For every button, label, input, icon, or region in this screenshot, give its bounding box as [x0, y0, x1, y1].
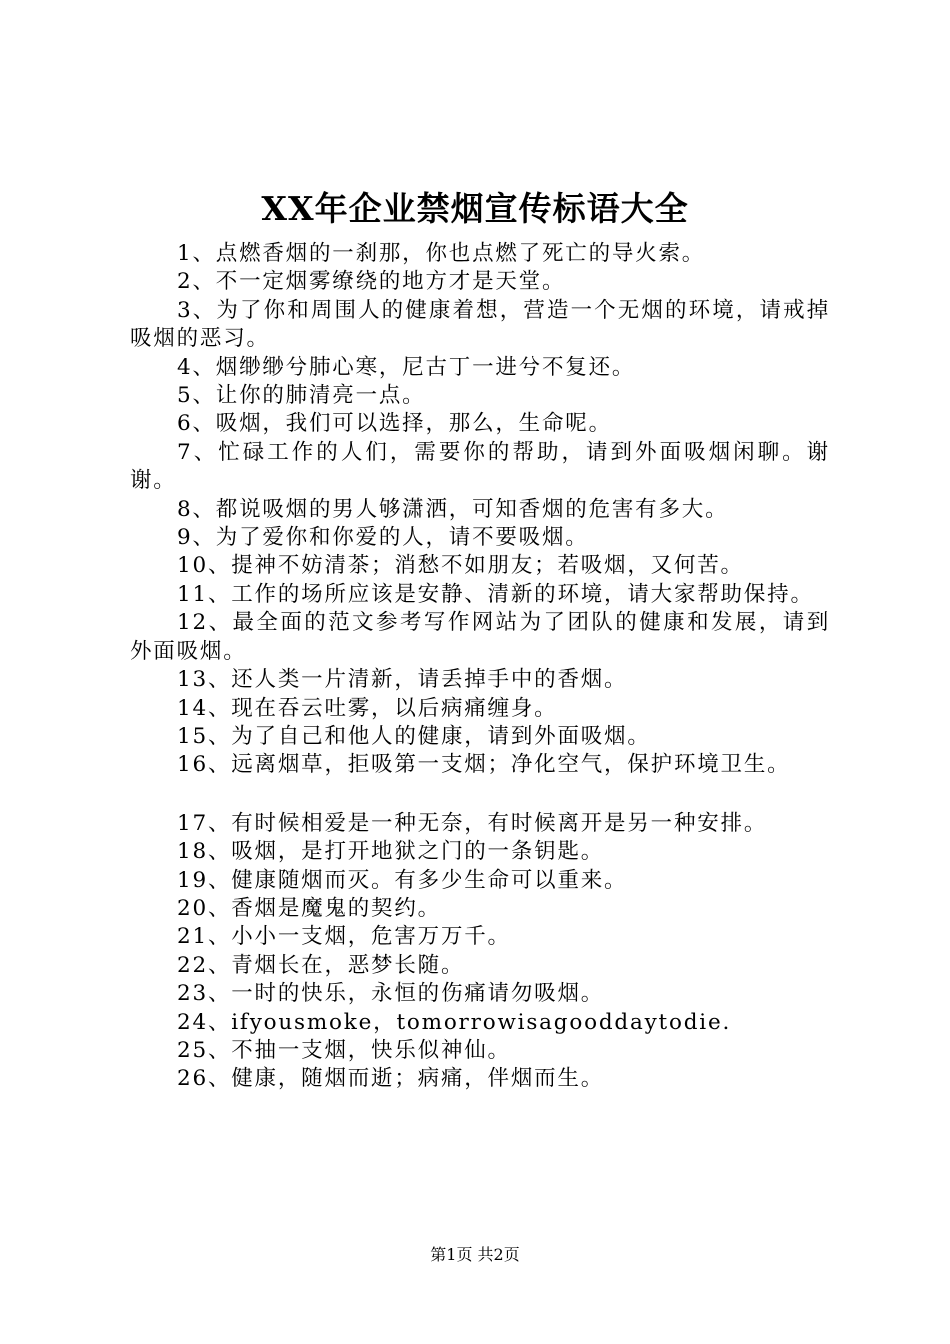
- list-item: 17、有时候相爱是一种无奈，有时候离开是另一种安排。: [177, 810, 768, 836]
- list-item: 14、现在吞云吐雾，以后病痛缠身。: [177, 695, 558, 721]
- list-item: 13、还人类一片清新，请丢掉手中的香烟。: [177, 667, 628, 693]
- list-item: 4、烟缈缈兮肺心寒，尼古丁一进兮不复还。: [177, 354, 636, 380]
- document-body: [130, 240, 830, 1094]
- list-item: 1、点燃香烟的一刹那，你也点燃了死亡的导火索。: [177, 241, 706, 266]
- list-item: 7、忙碌工作的人们，需要你的帮助，请到外面吸烟闲聊。谢谢。: [130, 439, 830, 494]
- list-item: 21、小小一支烟，危害万万千。: [177, 924, 511, 950]
- list-item: 18、吸烟，是打开地狱之门的一条钥匙。: [177, 839, 605, 865]
- list-item: 3、为了你和周围人的健康着想，营造一个无烟的环境，请戒掉吸烟的恶习。: [130, 297, 830, 352]
- list-item: 2、不一定烟雾缭绕的地方才是天堂。: [177, 269, 566, 295]
- list-item: 8、都说吸烟的男人够潇洒，可知香烟的危害有多大。: [177, 496, 729, 522]
- list-item: 22、青烟长在，恶梦长随。: [177, 952, 465, 978]
- list-item: 11、工作的场所应该是安静、清新的环境，请大家帮助保持。: [177, 581, 814, 607]
- list-item: 19、健康随烟而灭。有多少生命可以重来。: [177, 867, 628, 893]
- list-item: 9、为了爱你和你爱的人，请不要吸烟。: [177, 525, 589, 551]
- list-item: 23、一时的快乐，永恒的伤痛请勿吸烟。: [177, 981, 605, 1007]
- paragraph-gap: [130, 780, 830, 810]
- list-item: 10、提神不妨清茶；消愁不如朋友；若吸烟，又何苦。: [177, 553, 744, 579]
- list-item: 16、远离烟草，拒吸第一支烟；净化空气，保护环境卫生。: [177, 752, 791, 778]
- page-footer: 第1页 共2页: [430, 1245, 520, 1264]
- list-item: 20、香烟是魔鬼的契约。: [177, 895, 441, 921]
- list-item: 26、健康，随烟而逝；病痛，伴烟而生。: [177, 1066, 605, 1092]
- document-title: XX年企业禁烟宣传标语大全: [261, 189, 689, 228]
- list-item: 15、为了自己和他人的健康，请到外面吸烟。: [177, 723, 651, 749]
- list-item: 24、ifyousmoke，tomorrowisagooddaytodie.: [177, 1009, 732, 1035]
- list-item: 12、最全面的范文参考写作网站为了团队的健康和发展，请到外面吸烟。: [130, 610, 830, 664]
- list-item: 6、吸烟，我们可以选择，那么，生命呢。: [177, 411, 612, 437]
- list-item: 5、让你的肺清亮一点。: [177, 383, 426, 409]
- list-item: 25、不抽一支烟，快乐似神仙。: [177, 1037, 511, 1063]
